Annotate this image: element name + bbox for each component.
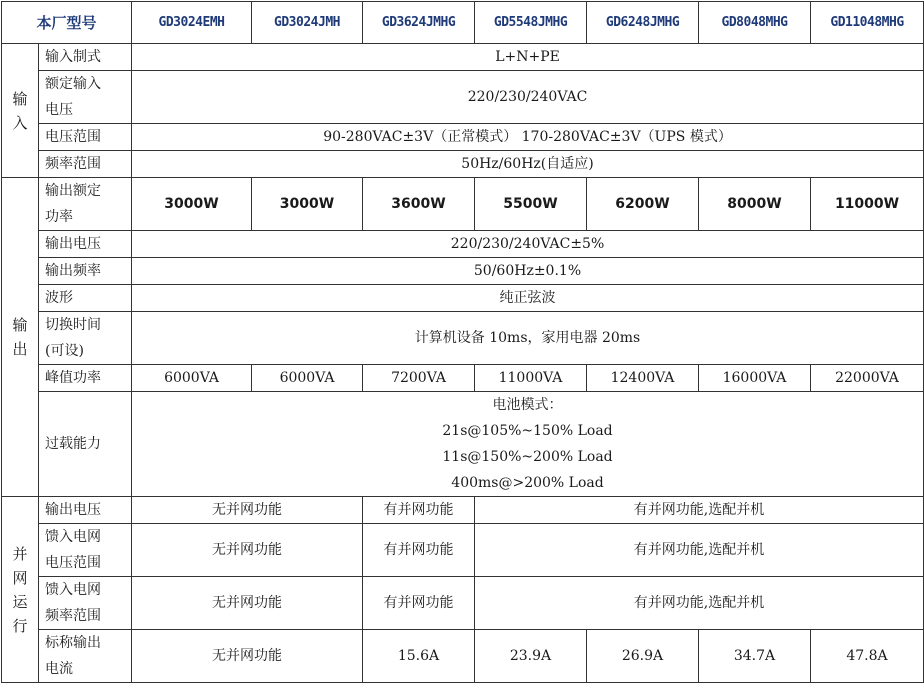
cell-value: 47.8A: [811, 630, 924, 683]
row-label: 额定输入 电压: [39, 71, 132, 124]
table-row: [2, 365, 924, 392]
row-label: 馈入电网 电压范围: [39, 524, 132, 577]
table-row: [2, 285, 924, 312]
cell-value-overload: 电池模式： 21s@105%~150% Load 11s@150%~200% Load 400ms@>200% Load: [132, 392, 924, 497]
cell-value: 50Hz/60Hz(自适应): [132, 151, 924, 178]
row-label: 输入制式: [39, 44, 132, 71]
spec-table: [1, 1, 924, 683]
table-row: [2, 312, 924, 365]
row-label: 输出电压: [39, 497, 132, 524]
model-header: GD11048MHG: [811, 2, 924, 44]
cell-value: 有并网功能: [363, 524, 475, 577]
corner-label: 本厂型号: [2, 2, 132, 44]
group-label-input: 输 入: [2, 44, 39, 178]
cell-value: 15.6A: [363, 630, 475, 683]
cell-value: 3000W: [252, 178, 363, 231]
cell-value: 16000VA: [699, 365, 811, 392]
row-label: 频率范围: [39, 151, 132, 178]
cell-value: 90-280VAC±3V（正常模式） 170-280VAC±3V（UPS 模式）: [132, 124, 924, 151]
cell-value: 3600W: [363, 178, 475, 231]
cell-value: 计算机设备 10ms，家用电器 20ms: [132, 312, 924, 365]
cell-value: L+N+PE: [132, 44, 924, 71]
row-label: 电压范围: [39, 124, 132, 151]
cell-value: 6200W: [587, 178, 699, 231]
row-label: 波形: [39, 285, 132, 312]
row-label: 馈入电网 频率范围: [39, 577, 132, 630]
cell-value: 7200VA: [363, 365, 475, 392]
model-header: GD3024JMH: [252, 2, 363, 44]
table-row: [2, 497, 924, 524]
cell-value: 无并网功能: [132, 577, 363, 630]
table-row: [2, 71, 924, 124]
cell-value: 纯正弦波: [132, 285, 924, 312]
cell-value: 11000W: [811, 178, 924, 231]
group-label-grid: 并 网 运 行: [2, 497, 39, 683]
table-row: [2, 231, 924, 258]
cell-value: 34.7A: [699, 630, 811, 683]
cell-value: 5500W: [475, 178, 587, 231]
cell-value: 22000VA: [811, 365, 924, 392]
cell-value: 无并网功能: [132, 524, 363, 577]
cell-value: 无并网功能: [132, 497, 363, 524]
header-row: [2, 2, 924, 44]
cell-value: 12400VA: [587, 365, 699, 392]
cell-value: 有并网功能: [363, 577, 475, 630]
cell-value: 有并网功能,选配并机: [475, 577, 924, 630]
cell-value: 220/230/240VAC: [132, 71, 924, 124]
cell-value: 6000VA: [132, 365, 252, 392]
cell-value: 6000VA: [252, 365, 363, 392]
cell-value: 11000VA: [475, 365, 587, 392]
table-row: [2, 151, 924, 178]
cell-value: 50/60Hz±0.1%: [132, 258, 924, 285]
table-row: [2, 44, 924, 71]
model-header: GD5548JMHG: [475, 2, 587, 44]
row-label: 切换时间 (可设): [39, 312, 132, 365]
table-row: [2, 178, 924, 231]
group-label-output: 输 出: [2, 178, 39, 497]
cell-value: 8000W: [699, 178, 811, 231]
cell-value: 无并网功能: [132, 630, 363, 683]
table-row: [2, 577, 924, 630]
row-label: 输出额定 功率: [39, 178, 132, 231]
cell-value: 有并网功能: [363, 497, 475, 524]
row-label: 输出频率: [39, 258, 132, 285]
model-header: GD6248JMHG: [587, 2, 699, 44]
cell-value: 23.9A: [475, 630, 587, 683]
row-label: 峰值功率: [39, 365, 132, 392]
cell-value: 有并网功能,选配并机: [475, 524, 924, 577]
model-header: GD3624JMHG: [363, 2, 475, 44]
row-label: 标称输出 电流: [39, 630, 132, 683]
table-row: [2, 630, 924, 683]
table-row: [2, 392, 924, 497]
table-row: [2, 258, 924, 285]
table-row: [2, 124, 924, 151]
model-header: GD8048MHG: [699, 2, 811, 44]
cell-value: 有并网功能,选配并机: [475, 497, 924, 524]
cell-value: 220/230/240VAC±5%: [132, 231, 924, 258]
cell-value: 3000W: [132, 178, 252, 231]
model-header: GD3024EMH: [132, 2, 252, 44]
cell-value: 26.9A: [587, 630, 699, 683]
row-label: 过载能力: [39, 392, 132, 497]
row-label: 输出电压: [39, 231, 132, 258]
table-row: [2, 524, 924, 577]
